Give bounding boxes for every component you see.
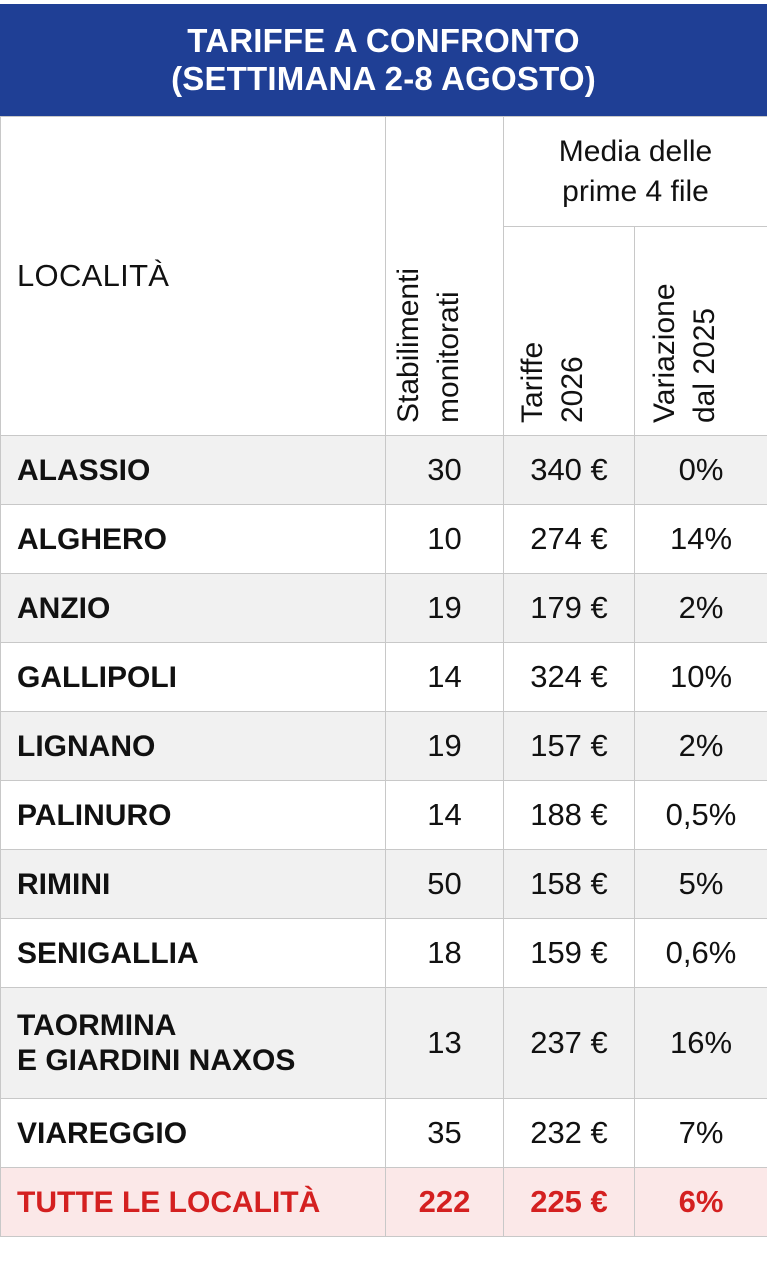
table-row	[1, 781, 767, 850]
row-name-line1: ALASSIO	[17, 453, 151, 487]
title-line2: (SETTIMANA 2-8 AGOSTO)	[171, 60, 596, 97]
row-variazione: 0,5%	[635, 781, 767, 850]
row-tariffa: 274 €	[504, 505, 635, 574]
table-row	[1, 643, 767, 712]
row-tariffa: 188 €	[504, 781, 635, 850]
row-localita	[1, 643, 386, 712]
row-stabilimenti: 10	[386, 505, 504, 574]
row-variazione: 0,6%	[635, 919, 767, 988]
row-name-line1: ANZIO	[17, 591, 111, 625]
table-row	[1, 988, 767, 1099]
header-variazione	[635, 227, 767, 436]
row-localita	[1, 436, 386, 505]
title-banner	[0, 4, 767, 116]
total-localita: TUTTE LE LOCALITÀ	[1, 1168, 386, 1237]
row-variazione: 16%	[635, 988, 767, 1099]
row-localita	[1, 919, 386, 988]
row-name-line1: TAORMINA	[17, 1009, 177, 1042]
row-name-line1: GALLIPOLI	[17, 660, 177, 694]
row-localita	[1, 574, 386, 643]
row-name-line1: VIAREGGIO	[17, 1116, 188, 1150]
header-media-line1: Media delle	[558, 134, 713, 168]
header-tariffe	[504, 227, 635, 436]
row-name-line1: ALGHERO	[17, 522, 167, 556]
row-localita	[1, 781, 386, 850]
row-tariffa: 157 €	[504, 712, 635, 781]
header-localita: LOCALITÀ	[1, 117, 386, 436]
table-row	[1, 919, 767, 988]
row-tariffa: 324 €	[504, 643, 635, 712]
row-localita	[1, 988, 386, 1099]
table-row	[1, 436, 767, 505]
row-stabilimenti: 50	[386, 850, 504, 919]
row-stabilimenti: 30	[386, 436, 504, 505]
header-tariffe-line1: Tariffe	[516, 341, 549, 423]
row-localita	[1, 850, 386, 919]
row-name-line2: E GIARDINI NAXOS	[17, 1044, 296, 1077]
row-localita	[1, 712, 386, 781]
row-name-line1: PALINURO	[17, 798, 172, 832]
table-body	[1, 436, 767, 1237]
table-row	[1, 574, 767, 643]
row-name-line1: SENIGALLIA	[17, 936, 199, 970]
row-tariffa: 232 €	[504, 1099, 635, 1168]
table-row	[1, 712, 767, 781]
row-stabilimenti: 14	[386, 643, 504, 712]
row-name-line1: LIGNANO	[17, 729, 156, 763]
row-tariffa: 340 €	[504, 436, 635, 505]
row-tariffa: 179 €	[504, 574, 635, 643]
tariffe-table	[0, 116, 767, 1237]
row-tariffa: 159 €	[504, 919, 635, 988]
table-row	[1, 505, 767, 574]
row-variazione: 14%	[635, 505, 767, 574]
table-row	[1, 1099, 767, 1168]
header-media-line2: prime 4 file	[562, 174, 709, 208]
table-row	[1, 850, 767, 919]
row-stabilimenti: 13	[386, 988, 504, 1099]
title-line1: TARIFFE A CONFRONTO	[187, 22, 580, 59]
row-stabilimenti: 19	[386, 712, 504, 781]
row-tariffa: 158 €	[504, 850, 635, 919]
row-tariffa: 237 €	[504, 988, 635, 1099]
row-name-line1: RIMINI	[17, 867, 111, 901]
header-variazione-line1: Variazione	[648, 283, 681, 423]
row-variazione: 10%	[635, 643, 767, 712]
header-tariffe-line2: 2026	[556, 356, 589, 423]
row-stabilimenti: 19	[386, 574, 504, 643]
row-stabilimenti: 14	[386, 781, 504, 850]
header-media	[504, 117, 767, 227]
header-stabilimenti	[386, 117, 504, 436]
header-stabilimenti-line1: Stabilimenti	[391, 267, 425, 423]
row-variazione: 2%	[635, 574, 767, 643]
header-stabilimenti-line2: monitorati	[431, 291, 465, 423]
total-tariffa: 225 €	[504, 1168, 635, 1237]
total-variazione: 6%	[635, 1168, 767, 1237]
row-localita	[1, 1099, 386, 1168]
row-stabilimenti: 18	[386, 919, 504, 988]
total-stabilimenti: 222	[386, 1168, 504, 1237]
tariffe-infographic	[0, 4, 767, 1237]
row-variazione: 2%	[635, 712, 767, 781]
header-variazione-line2: dal 2025	[688, 307, 721, 423]
row-localita	[1, 505, 386, 574]
row-stabilimenti: 35	[386, 1099, 504, 1168]
row-variazione: 7%	[635, 1099, 767, 1168]
total-row	[1, 1168, 767, 1237]
row-variazione: 5%	[635, 850, 767, 919]
row-variazione: 0%	[635, 436, 767, 505]
